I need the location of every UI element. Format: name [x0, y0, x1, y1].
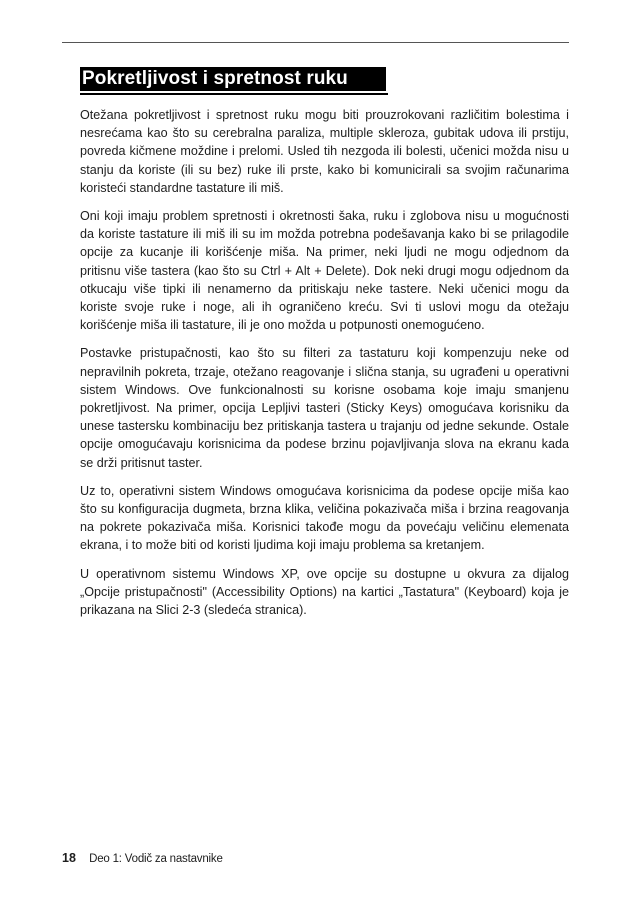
page-number: 18 [62, 851, 76, 865]
page-footer [62, 850, 223, 867]
paragraph-1: Otežana pokretljivost i spretnost ruku mogu biti prouzrokovani različitim bolestima i nesrećama kao što su cerebralna paraliza, multiple skleroza, gubitak udova ili prstiju, povreda kičmene moždine i prelomi. Usled tih nezgoda ili bolesti, učenici možda nisu u stanju da koriste (ili su bez) ruke ili prste, kako bi komunicirali sa svojim računarima koristeći standardne tastature ili miš. [80, 108, 569, 195]
section-heading-block [80, 67, 388, 95]
section-title: Pokretljivost i spretnost ruku [80, 67, 386, 91]
paragraph-3: Postavke pristupačnosti, kao što su filteri za tastaturu koji kompenzuju neke od nepravilnih pokreta, trzaje, otežano reagovanje i slična stanja, su ugrađeni u operativni sistem Windows. Ove funkcionalnosti su korisne osobama koje imaju smanjenu pokretljivost. Na primer, opcija Lepljivi tasteri (Sticky Keys) omogućava korisniku da unese tastersku kombinaciju bez pritiskanja tastera u trajanju od jedne sekunde. Ostale opcije omogućavaju korisnicima da podese brzinu pojavljivanja slova na ekranu kada se drži pritisnut taster. [80, 346, 569, 470]
running-title: Deo 1: Vodič za nastavnike [89, 853, 223, 865]
paragraph-4: Uz to, operativni sistem Windows omogućava korisnicima da podese opcije miša kao što su konfiguracija dugmeta, brzna klika, veličina pokazivača miša i brzina reagovanja na pokrete pokazivača miša. Korisnici takođe mogu da povećaju veličinu elemenata ekrana, i to može biti od koristi ljudima koji imaju problema sa kretanjem. [80, 483, 569, 553]
body-text [80, 106, 569, 629]
paragraph-5: U operativnom sistemu Windows XP, ove opcije su dostupne u okvura za dijalog „Opcije pristupačnosti" (Accessibility Options) na kartici „Tastatura" (Keyboard) koja je prikazana na Slici 2-3 (sledeća stranica). [80, 566, 569, 618]
paragraph-2: Oni koji imaju problem spretnosti i okretnosti šaka, ruku i zglobova nisu u mogućnosti da koriste tastature ili miš ili su im možda potrebna podešavanja kako bi se prilagodile opcije za kucanje ili korišćenje miša. Na primer, neki ljudi ne mogu odjednom da pritisnu više tastera (kao što su Ctrl + Alt + Delete). Dok neki drugi mogu odjednom da otkucaju više tipki ili nenamerno da pritiskaju neke tastere. Neki učenici mogu da koriste svoje ruke i noge, ali ih ograničeno kreću. Svi ti uslovi mogu da otežaju korišćenje miša ili tastature, ili je ono možda u potpunosti onemogućeno. [80, 209, 569, 333]
header-rule [62, 42, 569, 43]
